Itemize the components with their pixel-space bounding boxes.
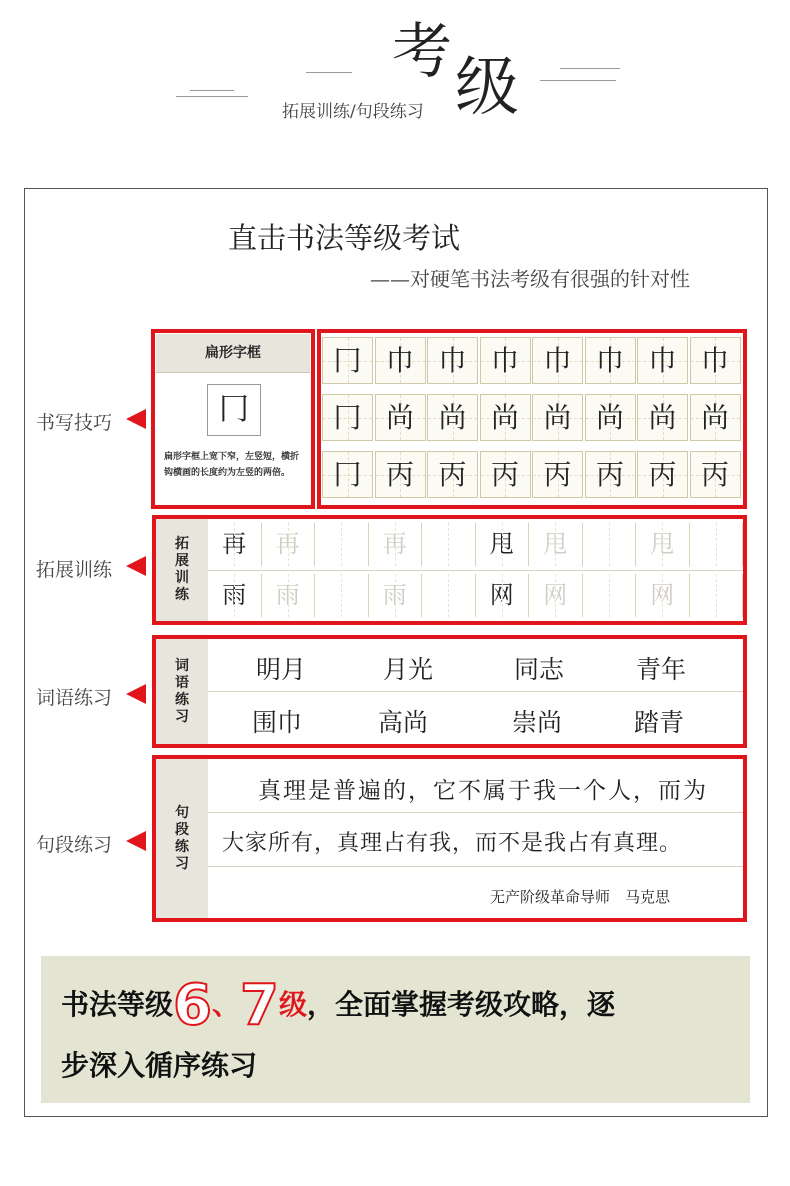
- banner-text-after: ，全面掌握考级攻略，逐: [306, 988, 615, 1021]
- section-label-words: 词语练习: [36, 687, 113, 709]
- extend-cell: [583, 574, 637, 617]
- grid-cell: [532, 337, 583, 384]
- word-item: 崇尚: [512, 708, 563, 737]
- grid-cell: [480, 394, 531, 441]
- grid-char: 丙: [700, 458, 729, 491]
- extend-cell: [422, 574, 476, 617]
- extend-cell: [422, 523, 476, 566]
- section-label-sentence: 句段练习: [36, 834, 113, 856]
- arrow-icon: [126, 409, 146, 429]
- banner-grade-unit: 级: [278, 988, 307, 1021]
- arrow-icon: [126, 831, 146, 851]
- header-deco-line: [190, 90, 234, 91]
- grid-char: 巾: [385, 344, 414, 377]
- grid-cell: [637, 451, 688, 498]
- grid-cell: [637, 394, 688, 441]
- grid-char: 冂: [333, 401, 362, 434]
- grid-char: 巾: [490, 344, 519, 377]
- grid-char: 巾: [595, 344, 624, 377]
- grid-char: 丙: [543, 458, 572, 491]
- grid-char: 丙: [385, 458, 414, 491]
- word-item: 明月: [256, 655, 307, 684]
- grid-char: 丙: [648, 458, 677, 491]
- grid-cell: [532, 394, 583, 441]
- grid-cell: [480, 337, 531, 384]
- extend-cell: [315, 574, 369, 617]
- extend-cell: 雨: [208, 574, 262, 617]
- word-item: 月光: [383, 655, 434, 684]
- grid-cell: [322, 394, 373, 441]
- grid-cell: [690, 394, 741, 441]
- grid-cell: [585, 394, 636, 441]
- grid-cell: [375, 337, 426, 384]
- practice-grid: [322, 335, 742, 505]
- grid-cell: [322, 451, 373, 498]
- sentence-rule: [208, 866, 743, 867]
- extend-cell: [315, 523, 369, 566]
- extend-cell: 再: [208, 523, 262, 566]
- grid-char: 巾: [438, 344, 467, 377]
- header-deco-line: [306, 72, 352, 73]
- grid-cell: [375, 451, 426, 498]
- grid-char: 巾: [543, 344, 572, 377]
- banner-line-1: [61, 973, 615, 1038]
- banner-separator: 、: [211, 988, 240, 1021]
- sentence-label: 句段练习: [156, 759, 208, 918]
- grid-char: 尚: [700, 401, 729, 434]
- extend-cell: 再: [369, 523, 423, 566]
- banner-grade-6: 6: [173, 973, 212, 1038]
- grid-cell: [480, 451, 531, 498]
- extend-label: 拓展训练: [156, 519, 208, 621]
- grid-char: 尚: [595, 401, 624, 434]
- grid-cell: [585, 337, 636, 384]
- word-item: 青年: [636, 655, 687, 684]
- main-title: 直击书法等级考试: [228, 221, 461, 255]
- grid-char: 丙: [438, 458, 467, 491]
- grid-char: 巾: [648, 344, 677, 377]
- section-label-skill: 书写技巧: [36, 412, 113, 434]
- grid-char: 尚: [385, 401, 414, 434]
- extend-cell: 雨: [369, 574, 423, 617]
- extend-cell: [690, 574, 744, 617]
- extend-divider: [208, 570, 743, 571]
- extend-cell: 再: [262, 523, 316, 566]
- grid-char: 尚: [438, 401, 467, 434]
- grid-char: 丙: [490, 458, 519, 491]
- frame-type-note: 扁形字框上宽下窄，左竖短，横折钩横画的长度约为左竖的两倍。: [164, 452, 300, 478]
- frame-type-header: 扁形字框: [156, 334, 310, 373]
- word-item: 围巾: [252, 708, 303, 737]
- extend-cell: [583, 523, 637, 566]
- grid-char: 尚: [648, 401, 677, 434]
- grid-cell: [427, 394, 478, 441]
- words-divider: [208, 691, 743, 692]
- grid-char: 巾: [700, 344, 729, 377]
- header-title-char2: 级: [455, 51, 519, 125]
- header-deco-line: [176, 96, 248, 97]
- section-label-extend: 拓展训练: [36, 559, 113, 581]
- grid-cell: [637, 337, 688, 384]
- extend-cell: 甩: [636, 523, 690, 566]
- extend-cell: 网: [636, 574, 690, 617]
- extend-cell: 网: [476, 574, 530, 617]
- grid-char: 冂: [333, 344, 362, 377]
- extend-cell: 网: [529, 574, 583, 617]
- grade-banner: [41, 956, 750, 1103]
- sentence-rule: [208, 812, 743, 813]
- header-title-char1: 考: [392, 17, 452, 87]
- grid-cell: [532, 451, 583, 498]
- grid-char: 尚: [490, 401, 519, 434]
- arrow-icon: [126, 556, 146, 576]
- sentence-attribution: 无产阶级革命导师 马克思: [490, 888, 671, 906]
- grid-cell: [427, 337, 478, 384]
- grid-char: 冂: [333, 458, 362, 491]
- word-item: 同志: [514, 655, 565, 684]
- extend-cell: 雨: [262, 574, 316, 617]
- grid-cell: [690, 337, 741, 384]
- word-item: 踏青: [634, 708, 685, 737]
- extend-grid: [208, 519, 743, 621]
- header-deco-line: [540, 80, 616, 81]
- extend-cell: 甩: [476, 523, 530, 566]
- grid-char: 丙: [595, 458, 624, 491]
- grid-cell: [375, 394, 426, 441]
- words-label: 词语练习: [156, 639, 208, 744]
- header-subtitle: 拓展训练/句段练习: [282, 102, 424, 122]
- banner-text-before: 书法等级: [61, 988, 174, 1021]
- word-item: 高尚: [378, 708, 429, 737]
- sentence-line-2: 大家所有，真理占有我，而不是我占有真理。: [222, 831, 683, 856]
- banner-grade-7: 7: [240, 973, 279, 1038]
- grid-char: 尚: [543, 401, 572, 434]
- extend-cell: [690, 523, 744, 566]
- header-deco-line: [560, 68, 620, 69]
- grid-cell: [427, 451, 478, 498]
- frame-example-char: 冂: [207, 384, 261, 436]
- extend-cell: 甩: [529, 523, 583, 566]
- arrow-icon: [126, 684, 146, 704]
- grid-cell: [322, 337, 373, 384]
- grid-cell: [690, 451, 741, 498]
- main-subtitle: ——对硬笔书法考级有很强的针对性: [370, 267, 690, 291]
- grid-cell: [585, 451, 636, 498]
- sentence-line-1: 真理是普遍的，它不属于我一个人，而为: [258, 778, 708, 804]
- banner-line-2: 步深入循序练习: [61, 1049, 258, 1082]
